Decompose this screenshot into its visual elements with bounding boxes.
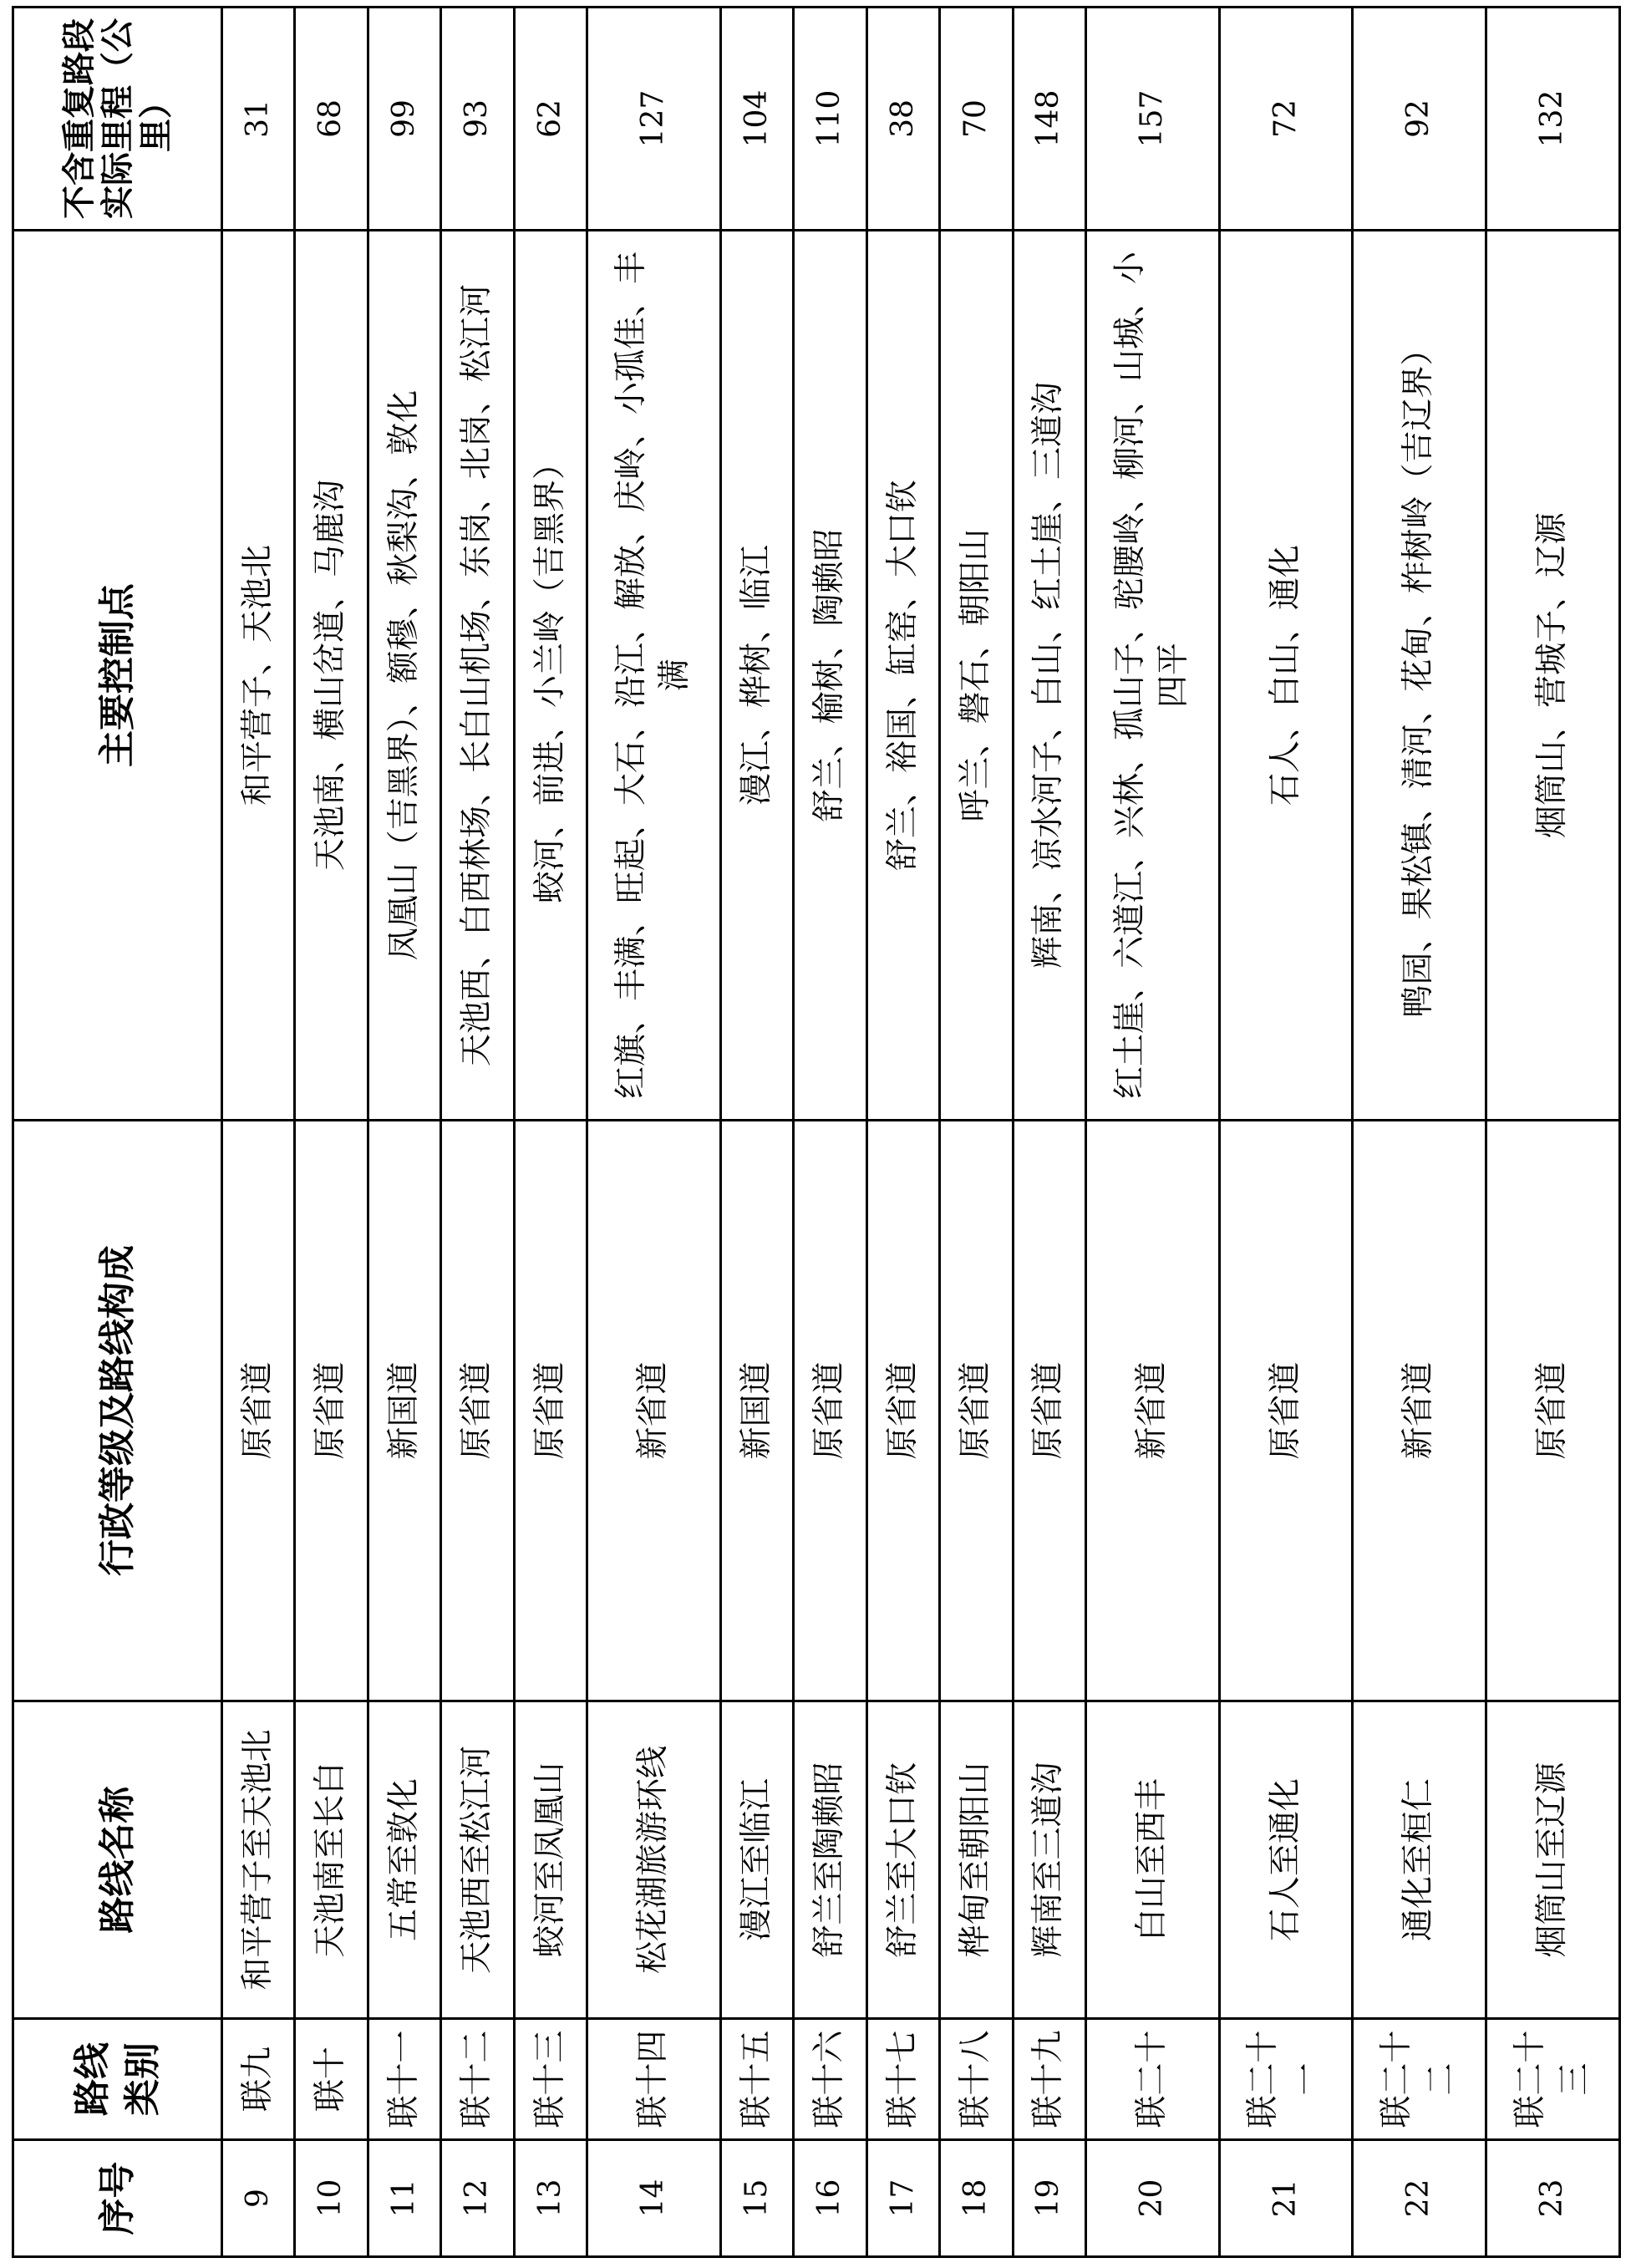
table-row — [1486, 8, 1620, 2257]
cell-mileage: 68 — [295, 8, 368, 231]
cell-control-points: 漫江、桦树、临江 — [720, 231, 793, 1121]
cell-control-points: 天池西、白西林场、长白山机场、东岗、北岗、松江河 — [441, 231, 514, 1121]
cell-seq: 16 — [794, 2140, 866, 2257]
cell-composition: 新省道 — [1353, 1121, 1486, 1701]
cell-category: 联十一 — [368, 2019, 440, 2140]
cell-seq: 13 — [514, 2140, 587, 2257]
cell-category: 联二十二 — [1353, 2019, 1486, 2140]
cell-seq: 20 — [1085, 2140, 1219, 2257]
cell-route-name: 石人至通化 — [1219, 1701, 1353, 2019]
cell-mileage: 148 — [1013, 8, 1085, 231]
cell-route-name: 白山至西丰 — [1085, 1701, 1219, 2019]
cell-composition: 原省道 — [940, 1121, 1013, 1701]
table-row — [222, 8, 295, 2257]
cell-control-points: 辉南、凉水河子、白山、红土崖、三道沟 — [1013, 231, 1085, 1121]
table-header-row — [13, 8, 222, 2257]
cell-route-name: 烟筒山至辽源 — [1486, 1701, 1620, 2019]
cell-route-name: 舒兰至大口钦 — [866, 1701, 939, 2019]
cell-composition: 新省道 — [587, 1121, 721, 1701]
cell-seq: 10 — [295, 2140, 368, 2257]
cell-route-name: 和平营子至天池北 — [222, 1701, 295, 2019]
cell-mileage: 72 — [1219, 8, 1353, 231]
cell-mileage: 110 — [794, 8, 866, 231]
cell-category: 联十九 — [1013, 2019, 1085, 2140]
cell-composition: 原省道 — [441, 1121, 514, 1701]
table-row — [1013, 8, 1085, 2257]
cell-composition: 新国道 — [368, 1121, 440, 1701]
cell-composition: 原省道 — [866, 1121, 939, 1701]
cell-composition: 原省道 — [1486, 1121, 1620, 1701]
table-row — [368, 8, 440, 2257]
cell-category: 联十二 — [441, 2019, 514, 2140]
cell-mileage: 127 — [587, 8, 721, 231]
cell-mileage: 93 — [441, 8, 514, 231]
cell-composition: 新国道 — [720, 1121, 793, 1701]
table-row — [794, 8, 866, 2257]
cell-route-name: 天池西至松江河 — [441, 1701, 514, 2019]
cell-mileage: 132 — [1486, 8, 1620, 231]
table-row — [1353, 8, 1486, 2257]
cell-category: 联十 — [295, 2019, 368, 2140]
cell-mileage: 104 — [720, 8, 793, 231]
cell-composition: 原省道 — [514, 1121, 587, 1701]
table-row — [866, 8, 939, 2257]
header-composition: 行政等级及路线构成 — [13, 1121, 222, 1701]
header-control-points: 主要控制点 — [13, 231, 222, 1121]
header-category: 路线类别 — [13, 2019, 222, 2140]
cell-seq: 12 — [441, 2140, 514, 2257]
cell-seq: 17 — [866, 2140, 939, 2257]
cell-composition: 原省道 — [794, 1121, 866, 1701]
header-seq: 序号 — [13, 2140, 222, 2257]
header-mileage: 不含重复路段实际里程（公里） — [13, 8, 222, 231]
cell-category: 联二十 — [1085, 2019, 1219, 2140]
cell-control-points: 舒兰、榆树、陶赖昭 — [794, 231, 866, 1121]
table-row — [1219, 8, 1353, 2257]
cell-seq: 21 — [1219, 2140, 1353, 2257]
cell-mileage: 92 — [1353, 8, 1486, 231]
cell-category: 联二十三 — [1486, 2019, 1620, 2140]
cell-control-points: 石人、白山、通化 — [1219, 231, 1353, 1121]
cell-composition: 原省道 — [1219, 1121, 1353, 1701]
cell-seq: 19 — [1013, 2140, 1085, 2257]
cell-route-name: 五常至敦化 — [368, 1701, 440, 2019]
cell-control-points: 呼兰、磐石、朝阳山 — [940, 231, 1013, 1121]
cell-control-points: 蛟河、前进、小兰岭（吉黑界） — [514, 231, 587, 1121]
cell-route-name: 辉南至三道沟 — [1013, 1701, 1085, 2019]
cell-seq: 22 — [1353, 2140, 1486, 2257]
cell-category: 联十七 — [866, 2019, 939, 2140]
cell-route-name: 舒兰至陶赖昭 — [794, 1701, 866, 2019]
cell-mileage: 38 — [866, 8, 939, 231]
table-row — [295, 8, 368, 2257]
cell-mileage: 62 — [514, 8, 587, 231]
cell-control-points: 凤凰山（吉黑界）、额穆、秋梨沟、敦化 — [368, 231, 440, 1121]
cell-category: 联九 — [222, 2019, 295, 2140]
table-row — [720, 8, 793, 2257]
cell-seq: 9 — [222, 2140, 295, 2257]
cell-mileage: 99 — [368, 8, 440, 231]
cell-category: 联二十一 — [1219, 2019, 1353, 2140]
table-row — [1085, 8, 1219, 2257]
cell-control-points: 和平营子、天池北 — [222, 231, 295, 1121]
cell-composition: 原省道 — [1013, 1121, 1085, 1701]
cell-category: 联十八 — [940, 2019, 1013, 2140]
cell-mileage: 31 — [222, 8, 295, 231]
cell-route-name: 桦甸至朝阳山 — [940, 1701, 1013, 2019]
route-table — [12, 6, 1621, 2258]
cell-mileage: 70 — [940, 8, 1013, 231]
cell-route-name: 漫江至临江 — [720, 1701, 793, 2019]
cell-control-points: 鸭园、果松镇、清河、花甸、柞树岭（吉辽界） — [1353, 231, 1486, 1121]
header-name: 路线名称 — [13, 1701, 222, 2019]
cell-composition: 原省道 — [295, 1121, 368, 1701]
cell-seq: 11 — [368, 2140, 440, 2257]
table-row — [514, 8, 587, 2257]
cell-control-points: 红旗、丰满、旺起、大石、沿江、解放、庆岭、小孤佳、丰满 — [587, 231, 721, 1121]
cell-category: 联十六 — [794, 2019, 866, 2140]
cell-control-points: 天池南、横山岔道、马鹿沟 — [295, 231, 368, 1121]
cell-seq: 14 — [587, 2140, 721, 2257]
cell-composition: 原省道 — [222, 1121, 295, 1701]
cell-route-name: 松花湖旅游环线 — [587, 1701, 721, 2019]
cell-route-name: 蛟河至凤凰山 — [514, 1701, 587, 2019]
cell-category: 联十三 — [514, 2019, 587, 2140]
cell-route-name: 通化至桓仁 — [1353, 1701, 1486, 2019]
cell-mileage: 157 — [1085, 8, 1219, 231]
cell-seq: 18 — [940, 2140, 1013, 2257]
cell-seq: 15 — [720, 2140, 793, 2257]
table-row — [587, 8, 721, 2257]
cell-route-name: 天池南至长白 — [295, 1701, 368, 2019]
cell-control-points: 烟筒山、营城子、辽源 — [1486, 231, 1620, 1121]
cell-control-points: 舒兰、裕国、缸窑、大口钦 — [866, 231, 939, 1121]
cell-category: 联十五 — [720, 2019, 793, 2140]
table-row — [441, 8, 514, 2257]
table-row — [940, 8, 1013, 2257]
cell-seq: 23 — [1486, 2140, 1620, 2257]
cell-category: 联十四 — [587, 2019, 721, 2140]
cell-control-points: 红土崖、六道江、兴林、孤山子、驼腰岭、柳河、山城、小四平 — [1085, 231, 1219, 1121]
cell-composition: 新省道 — [1085, 1121, 1219, 1701]
